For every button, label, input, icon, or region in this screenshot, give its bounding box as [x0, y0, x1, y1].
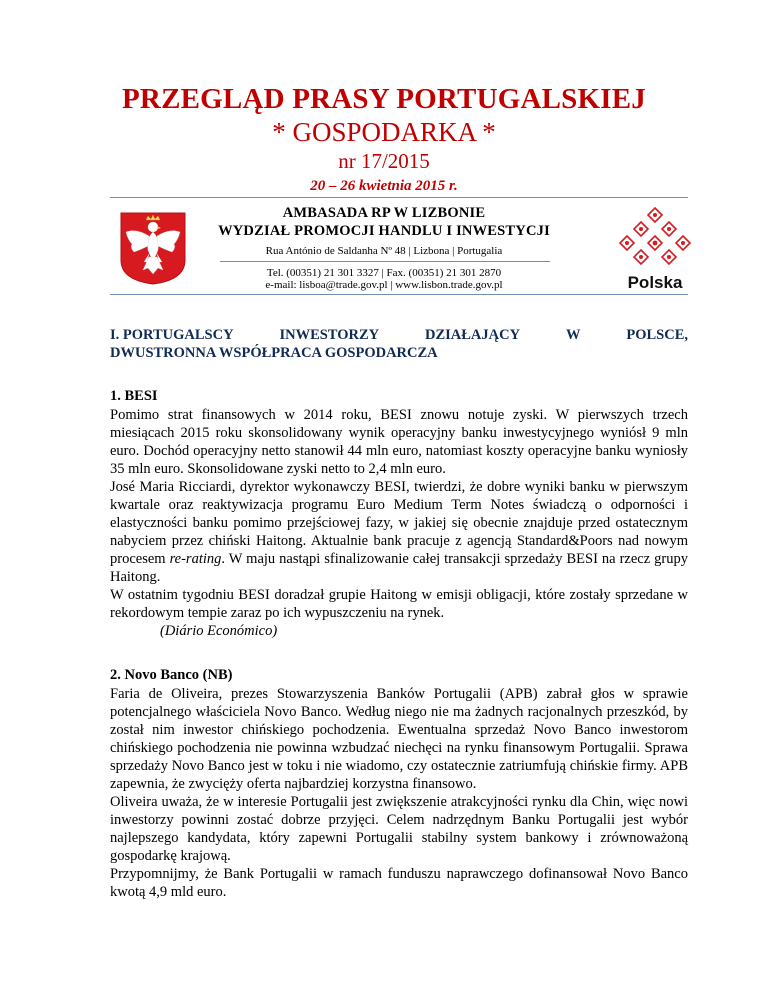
- article-paragraph: Faria de Oliveira, prezes Stowarzyszenia Banków Portugalii (APB) zabrał głos w sprawie potencjalnego właściciela Novo Banco. Według niego nie ma żadnych racjonalnych przeszkód, by został nim inwestor chińskiego pochodzenia. Ewentualna sprzedaż Novo Banco inwestorom chińskiego pochodzenia nie powinna wzbudzać niechęci na rynku finansowym Portugalii. Sprawa sprzedaży Novo Banco jest w toku i nie wiadomo, czy ostatecznie zatriumfują chińskie firmy. APB zapewnia, że zwycięży oferta najbardziej korzystna finansowo.: [110, 686, 688, 792]
- polska-logo-text: Polska: [627, 273, 683, 292]
- article-paragraph: José Maria Ricciardi, dyrektor wykonawczy BESI, twierdzi, że dobre wyniki banku w pierwszym kwartale oraz reaktywizacja programu Euro Medium Term Notes świadczą o odporności i elastyczności banku pomimo przejściowej fazy, w jakiej się obecnie znajduje przed ostatecznym nabyciem przez chiński Haitong. Aktualnie bank pracuje z agencją Standard&Poors nad nowym procesem re-rating. W maju nastąpi sfinalizowanie całej transakcji sprzedaży BESI na rzecz grupy Haitong.: [110, 479, 688, 585]
- article-heading: 1. BESI: [110, 388, 158, 404]
- page-subtitle: * GOSPODARKA *: [272, 117, 496, 147]
- embassy-department: WYDZIAŁ PROMOCJI HANDLU I INWESTYCJI: [218, 223, 550, 239]
- article-heading: 2. Novo Banco (NB): [110, 667, 233, 683]
- article-source: (Diário Económico): [160, 623, 278, 639]
- article-content: [110, 387, 688, 901]
- article-paragraph: Przypomnijmy, że Bank Portugalii w ramach funduszu naprawczego dofinansował Novo Banco kwotą 4,9 mld euro.: [110, 866, 688, 900]
- embassy-phone: Tel. (00351) 21 301 3327 | Fax. (00351) 21 301 2870: [266, 267, 502, 279]
- issue-number: nr 17/2015: [338, 149, 430, 173]
- article-paragraph: Oliveira uważa, że w interesie Portugalii jest zwiększenie atrakcyjności rynku dla Chin, więc nowi inwestorzy powinni zostać dobrze przyjęci. Celem nadrzędnym Banku Portugalii jest wybór najlepszego kandydata, który zapewni Portugalii stabilny system bankowy i zrównoważoną gospodarkę krajową.: [110, 794, 688, 864]
- section-heading-word: INWESTORZY: [279, 327, 380, 343]
- section-heading-line2: DWUSTRONNA WSPÓŁPRACA GOSPODARCZA: [110, 345, 438, 361]
- section-heading-word: DZIAŁAJĄCY: [425, 327, 521, 343]
- section-heading-word: W: [565, 327, 581, 343]
- header-top-divider: [110, 197, 688, 198]
- polska-logo-icon: [616, 204, 694, 294]
- embassy-name: AMBASADA RP W LIZBONIE: [282, 205, 486, 221]
- section-heading: [110, 327, 688, 362]
- page-title: PRZEGLĄD PRASY PORTUGALSKIEJ: [122, 83, 646, 115]
- issue-dates: 20 – 26 kwietnia 2015 r.: [310, 178, 458, 194]
- section-heading-word: I. PORTUGALSCY: [110, 327, 234, 343]
- embassy-address: Rua António de Saldanha Nº 48 | Lizbona | Portugalia: [265, 245, 503, 257]
- header-bottom-divider: [110, 294, 688, 295]
- emphasis-text: re-rating: [169, 551, 222, 567]
- article-paragraph: W ostatnim tygodniu BESI doradzał grupie Haitong w emisji obligacji, które zostały sprzedane w rekordowym tempie zaraz po ich wypuszczeniu na rynek.: [110, 587, 688, 621]
- section-heading-word: POLSCE,: [626, 327, 688, 343]
- article-paragraph: Pomimo strat finansowych w 2014 roku, BESI znowu notuje zyski. W pierwszych trzech miesiącach 2015 roku skonsolidowany wynik operacyjny banku inwestycyjnego wyniósł 9 mln euro. Dochód operacyjny netto stanowił 44 mln euro, natomiast koszty operacyjne banku wyniosły 35 mln euro. Skonsolidowane zyski netto to 2,4 mln euro.: [110, 407, 688, 477]
- embassy-divider: [220, 261, 550, 262]
- embassy-email: e-mail: lisboa@trade.gov.pl | www.lisbon.trade.gov.pl: [265, 279, 503, 291]
